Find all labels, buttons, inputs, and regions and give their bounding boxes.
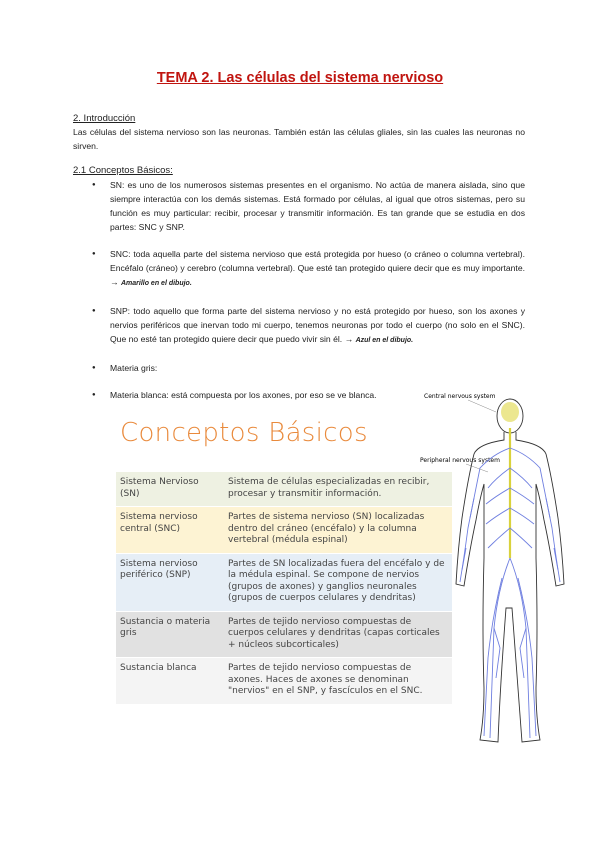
basics-heading: 2.1 Conceptos Básicos: [73, 165, 173, 176]
bullet-snp-note: Azul en el dibujo. [355, 337, 414, 344]
intro-heading: 2. Introducción [73, 113, 136, 124]
brain [501, 402, 519, 422]
term-cell: Sistema Nervioso (SN) [116, 472, 224, 507]
bullet-materia-blanca: ● Materia blanca: está compuesta por los axones, por eso se ve blanca. [73, 388, 525, 402]
definition-cell: Sistema de células especializadas en recibir, procesar y transmitir información. [224, 472, 452, 507]
nervous-system-figure [418, 388, 568, 758]
document-title: TEMA 2. Las células del sistema nervioso [156, 70, 444, 86]
table-row [116, 658, 452, 705]
label-peripheral-nervous-system: Peripheral nervous system [420, 457, 500, 464]
bullet-snc-note: Amarillo en el dibujo. [120, 280, 192, 287]
basics-bullet-list [73, 178, 525, 415]
definition-cell: Partes de sistema nervioso (SN) localizadas dentro del cráneo (encéfalo) y la columna vertebral (médula espinal) [224, 507, 452, 554]
bullet-snp: ● SNP: todo aquello que forma parte del sistema nervioso y no está protegido por hueso, son los axones y nervios periféricos que inervan todo mi cuerpo, tenemos neuronas por todo el cuerpo (no solo en el SNC). Que no esté tan protegido quiere decir que puedo vivir sin él. → Azul en el dibujo. [73, 304, 525, 348]
intro-paragraph: Las células del sistema nervioso son las neuronas. También están las células gliales, sin las cuales las neuronas no sirven. [73, 127, 525, 151]
definition-cell: Partes de tejido nervioso compuestas de axones. Haces de axones se denominan "nervios" en el SNP, y fascículos en el SNC. [224, 658, 452, 705]
term-cell: Sistema nervioso central (SNC) [116, 507, 224, 554]
term-cell: Sustancia blanca [116, 658, 224, 705]
bullet-sn: ● SN: es uno de los numerosos sistemas presentes en el organismo. No actúa de manera aislada, sino que siempre interactúa con los demás sistemas. Está formado por células, al igual que otros sistemas, pero su función es muy particular: recibir, procesar y transmitir información. Es tan grande que se estudia en dos partes: SNC y SNP. [73, 178, 525, 234]
table-row [116, 472, 452, 507]
card-title: Conceptos Básicos [120, 418, 368, 448]
table-row [116, 611, 452, 658]
table-row [116, 507, 452, 554]
term-cell: Sustancia o materia gris [116, 611, 224, 658]
definition-cell: Partes de tejido nervioso compuestas de cuerpos celulares y dendritas (capas corticales + núcleos subcorticales) [224, 611, 452, 658]
definition-cell: Partes de SN localizadas fuera del encéfalo y de la médula espinal. Se compone de nervios (grupos de axones) y ganglios neuronales (grupos de cuerpos celulares y dendritas) [224, 553, 452, 611]
concepts-table [116, 472, 452, 705]
bullet-materia-gris: ● Materia gris: [73, 361, 525, 375]
term-cell: Sistema nervioso periférico (SNP) [116, 553, 224, 611]
label-central-nervous-system: Central nervous system [424, 393, 496, 400]
bullet-snc: ● SNC: toda aquella parte del sistema nervioso que está protegida por hueso (o cráneo o columna vertebral). Encéfalo (cráneo) y cerebro (columna vertebral). Que esté tan protegido quiere decir que es muy importante. → Amarillo en el dibujo. [73, 247, 525, 291]
table-row [116, 553, 452, 611]
